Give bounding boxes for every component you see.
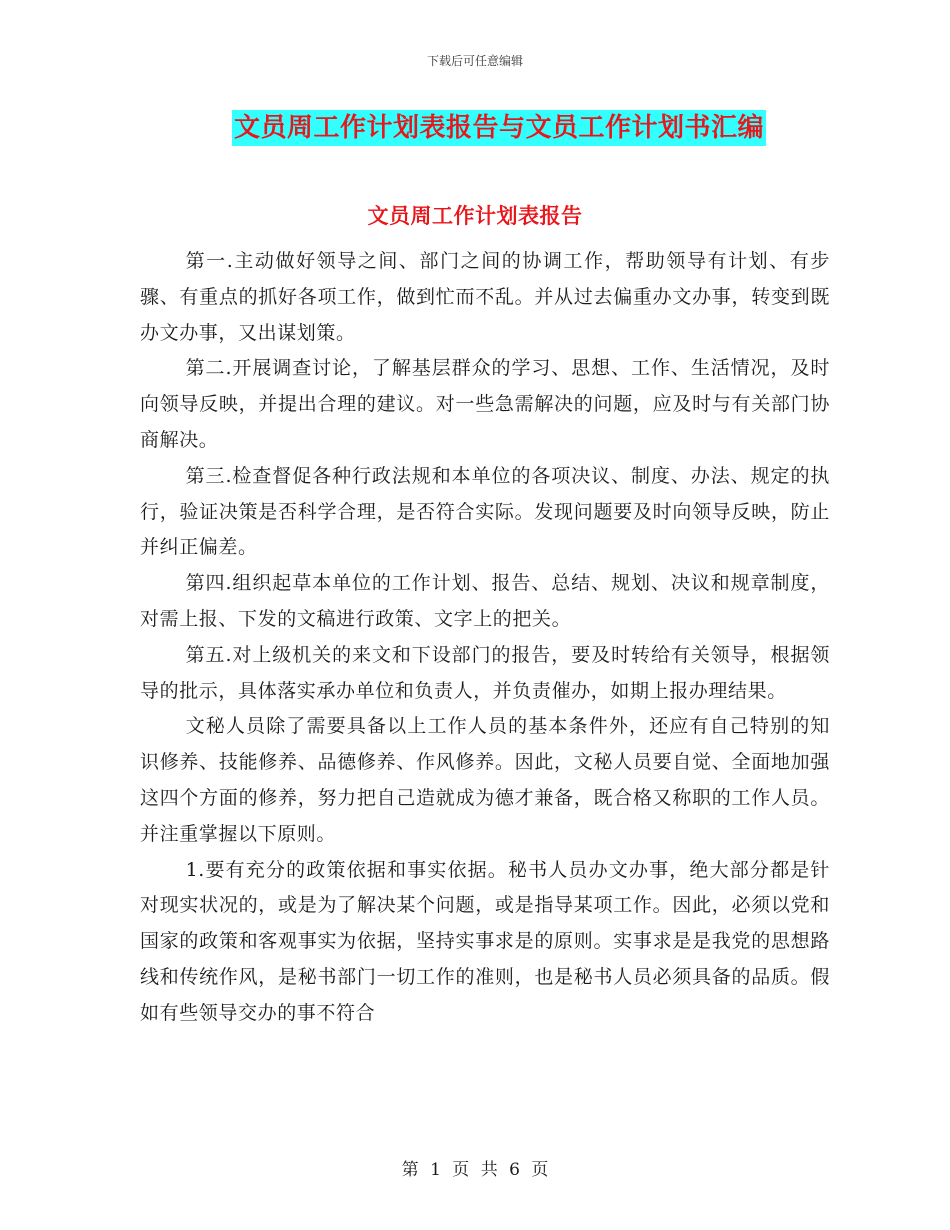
paragraph-7: 1.要有充分的政策依据和事实依据。秘书人员办文办事，绝大部分都是针对现实状况的，或是为了解决某个问题，或是指导某项工作。因此，必须以党和国家的政策和客观事实为依据，坚持实事求是的原则。实事求是是我党的思想路线和传统作风，是秘书部门一切工作的准则，也是秘书人员必须具备的品质。假如有些领导交办的事不符合: [140, 858, 830, 1024]
section-title: 文员周工作计划表报告: [367, 204, 583, 228]
page-footer: 第 1 页 共 6 页: [401, 1160, 549, 1180]
main-title-container: [0, 110, 950, 146]
document-body: [140, 244, 830, 1032]
paragraph-3: 第三.检查督促各种行政法规和本单位的各项决议、制度、办法、规定的执行，验证决策是否科学合理，是否符合实际。发现问题要及时向领导反映，防止并纠正偏差。: [140, 464, 830, 559]
paragraph-2: 第二.开展调查讨论，了解基层群众的学习、思想、工作、生活情况，及时向领导反映，并提出合理的建议。对一些急需解决的问题，应及时与有关部门协商解决。: [140, 357, 830, 451]
main-title: 文员周工作计划表报告与文员工作计划书汇编: [232, 110, 766, 146]
paragraph-1: 第一.主动做好领导之间、部门之间的协调工作，帮助领导有计划、有步骤、有重点的抓好各项工作，做到忙而不乱。并从过去偏重办文办事，转变到既办文办事，又出谋划策。: [140, 250, 830, 344]
paragraph-6: 文秘人员除了需要具备以上工作人员的基本条件外，还应有自己特别的知识修养、技能修养、品德修养、作风修养。因此，文秘人员要自觉、全面地加强这四个方面的修养，努力把自己造就成为德才兼备，既合格又称职的工作人员。并注重掌握以下原则。: [140, 715, 830, 845]
paragraph-5: 第五.对上级机关的来文和下设部门的报告，要及时转给有关领导，根据领导的批示，具体落实承办单位和负责人，并负责催办，如期上报办理结果。: [140, 643, 830, 702]
page-header-note: 下载后可任意编辑: [426, 54, 523, 68]
paragraph-4: 第四.组织起草本单位的工作计划、报告、总结、规划、决议和规章制度，对需上报、下发的文稿进行政策、文字上的把关。: [140, 572, 830, 630]
